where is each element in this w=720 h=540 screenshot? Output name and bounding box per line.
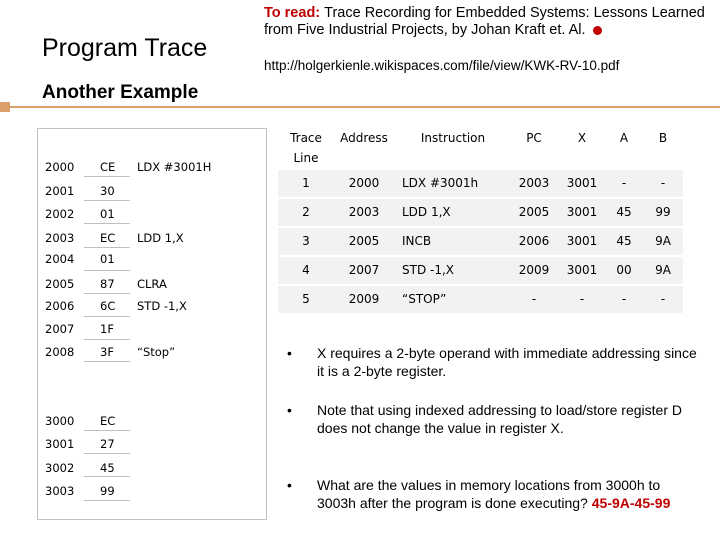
header-trace-line-a: Trace xyxy=(290,131,322,145)
note-answer: 45-9A-45-99 xyxy=(591,495,671,511)
memory-address: 3001 xyxy=(45,437,75,451)
trace-cell-x: 3001 xyxy=(566,263,598,277)
memory-value: 01 xyxy=(100,207,115,221)
memory-address: 3003 xyxy=(45,484,75,498)
memory-value: 30 xyxy=(100,184,115,198)
memory-row-divider xyxy=(84,270,130,271)
trace-cell-pc: - xyxy=(531,292,537,306)
memory-address: 2003 xyxy=(45,231,75,245)
trace-cell-instruction: INCB xyxy=(402,234,432,248)
trace-cell-b: 99 xyxy=(655,205,671,219)
trace-cell-pc: 2009 xyxy=(518,263,550,277)
trace-cell-a: 45 xyxy=(616,234,632,248)
to-read-text-body: Trace Recording for Embedded Systems: Lessons Learned from Five Industrial Projects, by Johan Kraft et. Al. xyxy=(264,5,705,38)
memory-address: 2000 xyxy=(45,160,75,174)
memory-address: 2007 xyxy=(45,322,75,336)
memory-row-divider xyxy=(84,176,130,177)
slide-subtitle: Another Example xyxy=(42,82,199,103)
note-question-text: What are the values in memory locations from 3000h to 3003h after the program is done executing? xyxy=(317,477,661,511)
memory-row-divider xyxy=(84,476,130,477)
memory-address: 2002 xyxy=(45,207,75,221)
trace-cell-x: 3001 xyxy=(566,234,598,248)
memory-row-divider xyxy=(84,500,130,501)
bullet-icon: • xyxy=(287,402,292,418)
note-text: Note that using indexed addressing to load/store register D does not change the value in register X. xyxy=(317,402,682,436)
trace-cell-instruction: LDD 1,X xyxy=(402,205,451,219)
memory-row-divider xyxy=(84,293,130,294)
trace-cell-a: - xyxy=(621,176,627,190)
header-pc: PC xyxy=(526,131,542,145)
memory-instruction: STD -1,X xyxy=(137,299,187,313)
memory-instruction: CLRA xyxy=(137,277,167,291)
header-address: Address xyxy=(340,131,388,145)
memory-address: 2001 xyxy=(45,184,75,198)
memory-value: 45 xyxy=(100,461,115,475)
memory-row-divider xyxy=(84,339,130,340)
trace-cell-instruction: LDX #3001h xyxy=(402,176,479,190)
trace-cell-instruction: “STOP” xyxy=(402,292,447,306)
memory-value: 27 xyxy=(100,437,115,451)
trace-cell-address: 2005 xyxy=(348,234,380,248)
trace-cell-address: 2009 xyxy=(348,292,380,306)
trace-cell-line: 5 xyxy=(302,292,310,306)
to-read-label: To read: xyxy=(264,5,321,21)
trace-cell-x: - xyxy=(579,292,585,306)
trace-cell-address: 2007 xyxy=(348,263,380,277)
memory-value: 3F xyxy=(100,345,114,359)
trace-cell-b: - xyxy=(660,292,666,306)
trace-cell-b: 9A xyxy=(655,263,671,277)
trace-cell-pc: 2006 xyxy=(518,234,550,248)
memory-address: 2005 xyxy=(45,277,75,291)
memory-value: 01 xyxy=(100,252,115,266)
header-trace-line xyxy=(278,128,334,168)
memory-value: 6C xyxy=(100,299,116,313)
memory-value: 1F xyxy=(100,322,114,336)
memory-value: EC xyxy=(100,231,116,245)
memory-row-divider xyxy=(84,200,130,201)
reading-reference xyxy=(264,5,720,39)
memory-address: 2006 xyxy=(45,299,75,313)
memory-value: 99 xyxy=(100,484,115,498)
trace-cell-a: 00 xyxy=(616,263,632,277)
note-question xyxy=(317,476,697,512)
memory-instruction: LDD 1,X xyxy=(137,231,184,245)
trace-cell-instruction: STD -1,X xyxy=(402,263,455,277)
trace-cell-line: 3 xyxy=(302,234,310,248)
reference-url[interactable]: http://holgerkienle.wikispaces.com/file/view/KWK-RV-10.pdf xyxy=(264,58,620,73)
memory-row-divider xyxy=(84,361,130,362)
header-b: B xyxy=(658,131,668,145)
trace-cell-address: 2000 xyxy=(348,176,380,190)
memory-value: CE xyxy=(100,160,116,174)
memory-instruction: LDX #3001H xyxy=(137,160,212,174)
header-x: X xyxy=(577,131,587,145)
bullet-icon: • xyxy=(287,345,292,361)
to-read-text xyxy=(264,5,705,38)
trace-cell-x: 3001 xyxy=(566,176,598,190)
header-instruction: Instruction xyxy=(420,131,486,145)
trace-cell-x: 3001 xyxy=(566,205,598,219)
memory-instruction: “Stop” xyxy=(137,345,176,359)
memory-value: EC xyxy=(100,414,116,428)
trace-cell-b: - xyxy=(660,176,666,190)
memory-value: 87 xyxy=(100,277,115,291)
trace-cell-a: 45 xyxy=(616,205,632,219)
trace-cell-pc: 2005 xyxy=(518,205,550,219)
trace-cell-line: 2 xyxy=(302,205,310,219)
memory-row-divider xyxy=(84,453,130,454)
memory-row-divider xyxy=(84,430,130,431)
memory-address: 3000 xyxy=(45,414,75,428)
trace-cell-address: 2003 xyxy=(348,205,380,219)
trace-cell-pc: 2003 xyxy=(518,176,550,190)
trace-cell-a: - xyxy=(621,292,627,306)
slide-title: Program Trace xyxy=(42,34,208,62)
divider-line xyxy=(0,106,720,108)
memory-row-divider xyxy=(84,247,130,248)
memory-row-divider xyxy=(84,223,130,224)
trace-cell-line: 1 xyxy=(302,176,310,190)
memory-address: 3002 xyxy=(45,461,75,475)
memory-address: 2004 xyxy=(45,252,75,266)
memory-row-divider xyxy=(84,316,130,317)
red-bullet-icon xyxy=(593,26,602,35)
trace-cell-b: 9A xyxy=(655,234,671,248)
trace-cell-line: 4 xyxy=(302,263,310,277)
header-trace-line-b: Line xyxy=(293,151,319,165)
header-a: A xyxy=(619,131,629,145)
bullet-icon: • xyxy=(287,477,292,493)
note-text: X requires a 2-byte operand with immediate addressing since it is a 2-byte register. xyxy=(317,345,697,379)
memory-address: 2008 xyxy=(45,345,75,359)
